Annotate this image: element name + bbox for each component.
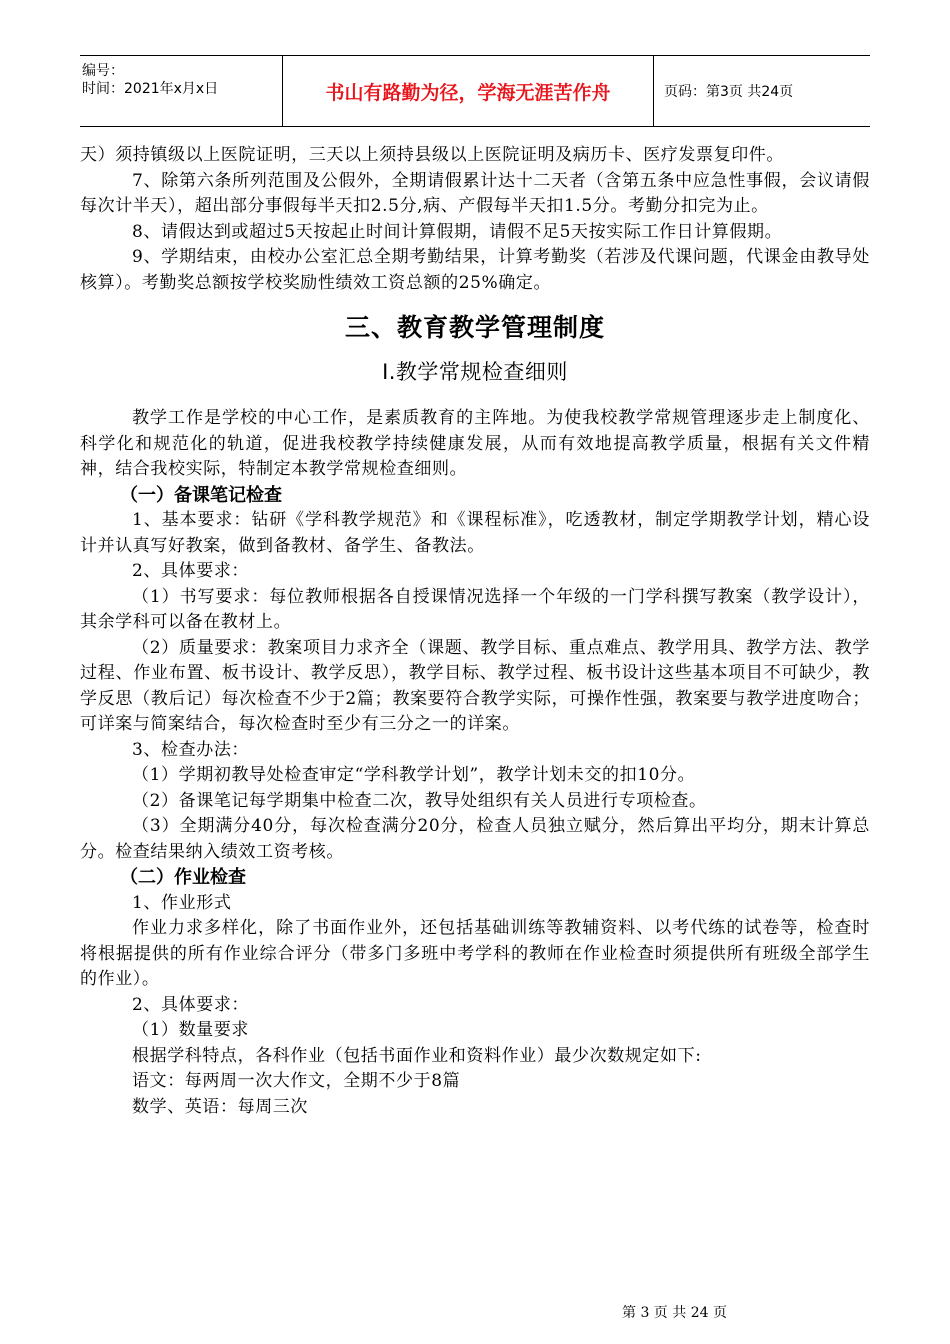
document-body (80, 143, 870, 1120)
header-page-info: 页码：第3页 共24页 (664, 84, 794, 100)
paragraph: 根据学科特点，各科作业（包括书面作业和资料作业）最少次数规定如下: (132, 1045, 702, 1066)
paragraph: 作业力求多样化，除了书面作业外，还包括基础训练等教辅资料、以考代练的试卷等，检查时将根据提供的所有作业综合评分（带多门多班中考学科的教师在作业检查时须提供所有班级全部学生的作业）。 (80, 918, 870, 989)
paragraph: 8、请假达到或超过5天按起止时间计算假期，请假不足5天按实际工作日计算假期。 (132, 221, 783, 242)
paragraph: 1、作业形式 (132, 892, 232, 913)
header-meta (80, 56, 282, 126)
paragraph: 3、检查办法： (132, 739, 250, 760)
page-header (80, 55, 870, 127)
section-title: 三、教育教学管理制度 (344, 313, 605, 342)
paragraph: （1）书写要求：每位教师根据各自授课情况选择一个年级的一门学科撰写教案（教学设计），其余学科可以备在教材上。 (80, 586, 870, 632)
paragraph: （3）全期满分40分，每次检查满分20分，检查人员独立赋分，然后算出平均分，期末计算总分。检查结果纳入绩效工资考核。 (80, 816, 870, 862)
paragraph: （1）学期初教导处检查审定“学科教学计划”，教学计划未交的扣10分。 (132, 765, 696, 785)
time-label: 时间：2021年x月x日 (82, 81, 219, 97)
paragraph: 天）须持镇级以上医院证明，三天以上须持县级以上医院证明及病历卡、医疗发票复印件。 (80, 145, 784, 165)
paragraph: 语文：每两周一次大作文，全期不少于8篇 (132, 1071, 461, 1091)
paragraph: （1）数量要求 (132, 1020, 250, 1040)
paragraph: 数学、英语：每周三次 (132, 1096, 308, 1117)
heading-homework: （二）作业检查 (120, 867, 246, 888)
paragraph: 1、基本要求：钻研《学科教学规范》和《课程标准》，吃透教材，制定学期教学计划，精心设计并认真写好教案，做到备教材、备学生、备教法。 (80, 510, 870, 556)
heading-lesson-notes: （一）备课笔记检查 (120, 484, 282, 506)
paragraph: 2、具体要求： (132, 561, 250, 581)
number-label: 编号： (82, 63, 124, 79)
paragraph: （2）质量要求：教案项目力求齐全（课题、教学目标、重点难点、教学用具、教学方法、教学过程、作业布置、板书设计、教学反思），教学目标、教学过程、板书设计这些基本项目不可缺少，教学反思（教后记）每次检查不少于2篇；教案要符合教学实际，可操作性强，教案要与教学进度吻合；可详案与简案结合，每次检查时至少有三分之一的详案。 (80, 637, 870, 734)
header-motto: 书山有路勤为径，学海无涯苦作舟 (282, 56, 654, 126)
sub-title: Ⅰ.教学常规检查细则 (382, 360, 568, 384)
page-footer: 第 3 页 共 24 页 (622, 1305, 727, 1321)
paragraph: （2）备课笔记每学期集中检查二次，教导处组织有关人员进行专项检查。 (132, 790, 707, 811)
paragraph: 9、学期结束，由校办公室汇总全期考勤结果，计算考勤奖（若涉及代课问题，代课金由教导处核算）。考勤奖总额按学校奖励性绩效工资总额的25%确定。 (80, 247, 870, 293)
paragraph: 7、除第六条所列范围及公假外，全期请假累计达十二天者（含第五条中应急性事假，会议请假每次计半天），超出部分事假每半天扣2.5分,病、产假每半天扣1.5分。考勤分扣完为止。 (80, 170, 870, 216)
paragraph: 2、具体要求： (132, 994, 250, 1015)
intro-paragraph: 教学工作是学校的中心工作，是素质教育的主阵地。为使我校教学常规管理逐步走上制度化、科学化和规范化的轨道，促进我校教学持续健康发展，从而有效地提高教学质量，根据有关文件精神，结合我校实际，特制定本教学常规检查细则。 (80, 408, 870, 479)
